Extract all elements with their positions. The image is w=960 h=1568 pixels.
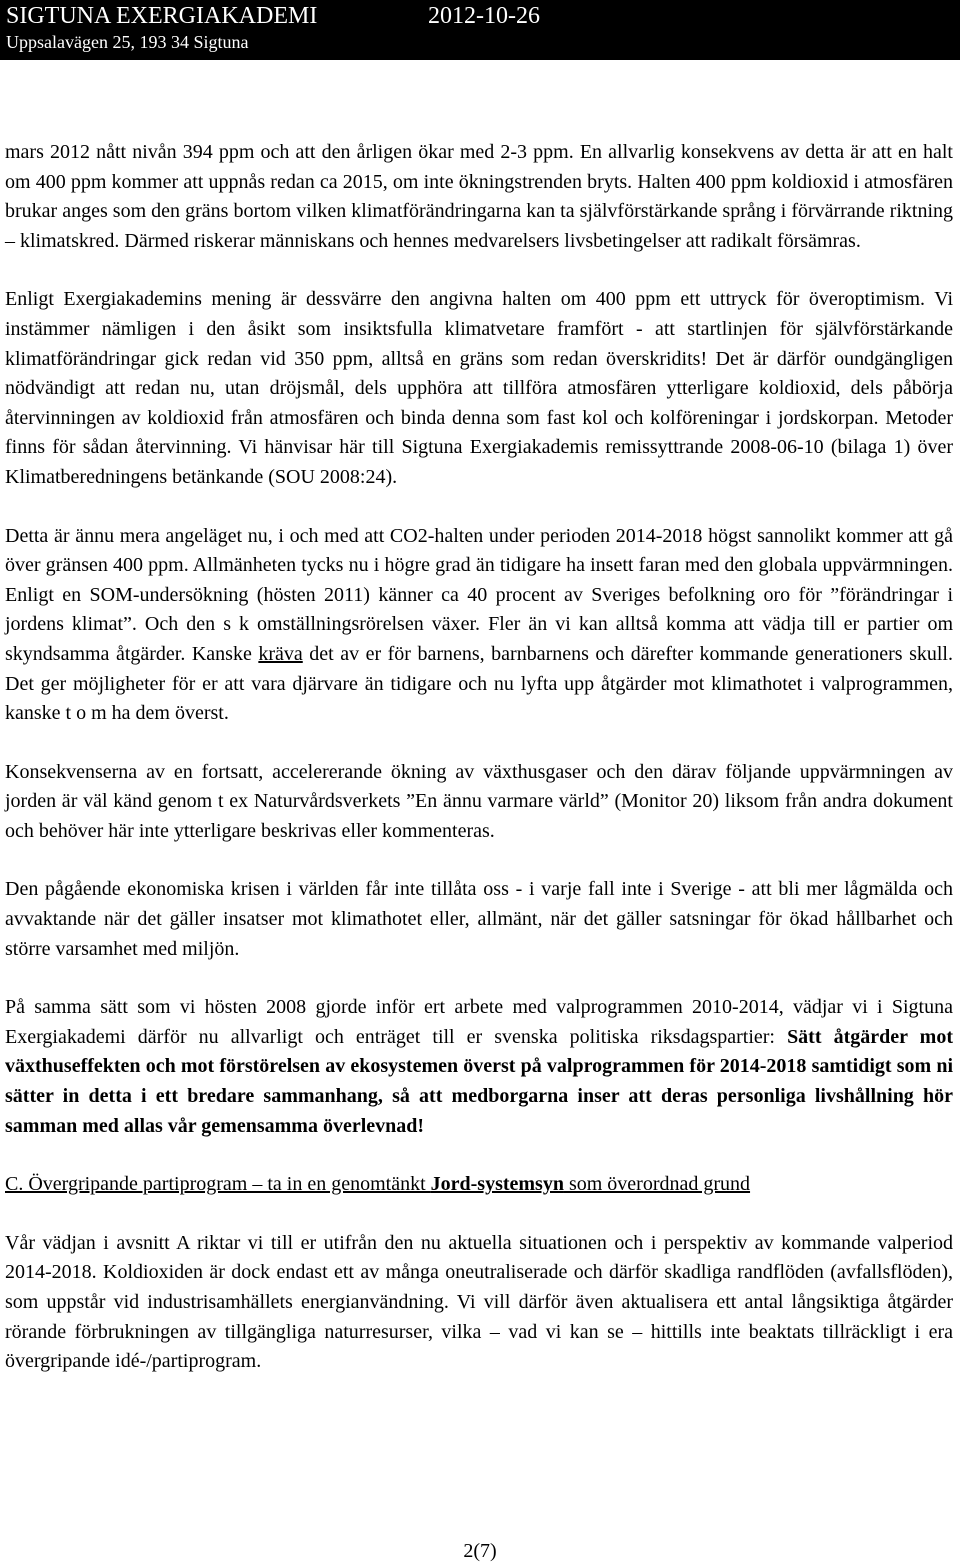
- paragraph-resources: Vår vädjan i avsnitt A riktar vi till er utifrån den nu aktuella situationen och i perspektiv av kommande valperiod 2014-2018. Koldioxiden är dock endast ett av många oneutraliserade och därför skadliga randflöden (avfallsflöden), som uppstår vid industrisamhällets energianvändning. Vi vill därför även aktualisera ett antal långsiktiga åtgärder rörande förbrukningen av tillgängliga naturresurser, vilka – vad vi kan se – hittills inte beaktats tillräckligt i era övergripande idé-/partiprogram.: [5, 1231, 953, 1373]
- section-heading-c-text-a: C. Övergripande partiprogram – ta in en genomtänkt: [5, 1173, 431, 1196]
- section-heading-c-bold: Jord-systemsyn: [430, 1173, 564, 1196]
- paragraph-overoptimism: Enligt Exergiakademins mening är dessvärre den angivna halten om 400 ppm ett uttryck för överoptimism. Vi instämmer nämligen i den åsikt som insiktsfulla klimatvetare framfört - att startlinjen för självförstärkande klimatförändringar gick redan vid 350 ppm, alltså en gräns som redan överskridits! Det är därför oundgängligen nödvändigt att redan nu, utan dröjsmål, dels upphöra att tillföra atmosfären ytterligare koldioxid, dels påbörja återvinningen av koldioxid från atmosfären och binda denna som fast kol och kolföreningar i jordskorpan. Metoder finns för sådan återvinning. Vi hänvisar här till Sigtuna Exergiakademis remissyttrande 2008-06-10 (bilaga 1) över Klimatberedningens betänkande (SOU 2008:24).: [5, 288, 953, 488]
- paragraph-appeal-text: På samma sätt som vi hösten 2008 gjorde inför ert arbete med valprogrammen 2010-2014, vädjar vi i Sigtuna Exergiakademi därför nu allvarligt och enträget till er svenska politiska riksdagspartier:: [5, 996, 953, 1048]
- underlined-word: kräva: [258, 642, 303, 665]
- paragraph-urgency: [5, 522, 953, 729]
- document-body: [5, 138, 953, 1406]
- section-heading-c-text-b: som överordnad grund: [563, 1173, 751, 1196]
- organization-name: SIGTUNA EXERGIAKADEMI: [6, 3, 318, 29]
- paragraph-economic-crisis: Den pågående ekonomiska krisen i världen får inte tillåta oss - i varje fall inte i Sverige - att bli mer lågmälda och avvaktande när det gäller insatser mot klimathotet eller, allmänt, när det gäller satsningar för ökad hållbarhet och större varsamhet med miljön.: [5, 878, 953, 960]
- section-heading-c: [5, 1170, 953, 1200]
- page-number: 2(7): [463, 1540, 497, 1562]
- paragraph-appeal-bold: Sätt åtgärder mot växthuseffekten och mot förstörelsen av ekosystemen överst på valprogrammen för 2014-2018 samtidigt som ni sätter in detta i ett bredare sammanhang, så att medborgarna inser att deras personliga livshållning hör samman med allas vår gemensamma överlevnad!: [5, 1025, 953, 1137]
- organization-address: Uppsalavägen 25, 193 34 Sigtuna: [6, 32, 249, 52]
- paragraph-appeal: [5, 993, 953, 1141]
- paragraph-consequences: Konsekvenserna av en fortsatt, accelererande ökning av växthusgaser och den därav följande uppvärmningen av jorden är väl känd genom t ex Naturvårdsverkets ”En ännu varmare värld” (Monitor 20) liksom från andra dokument och behöver här inte ytterligare beskrivas eller kommenteras.: [5, 760, 953, 842]
- document-date: 2012-10-26: [428, 3, 540, 29]
- paragraph-urgency-text-a: Detta är ännu mera angeläget nu, i och med att CO2-halten under perioden 2014-2018 högst sannolikt kommer att gå över gränsen 400 ppm. Allmänheten tycks nu i högre grad än tidigare ha insett faran med den globala uppvärmningen. Enligt en SOM-undersökning (hösten 2011) känner ca 40 procent av Sveriges befolkning oro för ”förändringar i jordens klimat”. Och den s k omställningsrörelsen växer. Fler än vi kan alltså komma att vädja till er partier om skyndsamma åtgärder. Kanske: [5, 524, 953, 665]
- document-header: [0, 0, 960, 60]
- paragraph-urgency-text-b: det av er för barnens, barnbarnens och därefter kommande generationers skull. Det ger möjligheter för er att vara djärvare än tidigare och nu lyfta upp åtgärder mot klimathotet i valprogrammen, kanske t o m ha dem överst.: [5, 642, 953, 725]
- paragraph-co2-levels: mars 2012 nått nivån 394 ppm och att den årligen ökar med 2-3 ppm. En allvarlig konsekvens av detta är att en halt om 400 ppm kommer att uppnås redan ca 2015, om inte ökningstrenden bryts. Halten 400 ppm koldioxid i atmosfären brukar anges som den gräns bortom vilken klimatförändringarna kan ta självförstärkande språng i förvärrande riktning – klimatskred. Därmed riskerar människans och hennes medvarelsers livsbetingelser att radikalt försämras.: [5, 141, 953, 252]
